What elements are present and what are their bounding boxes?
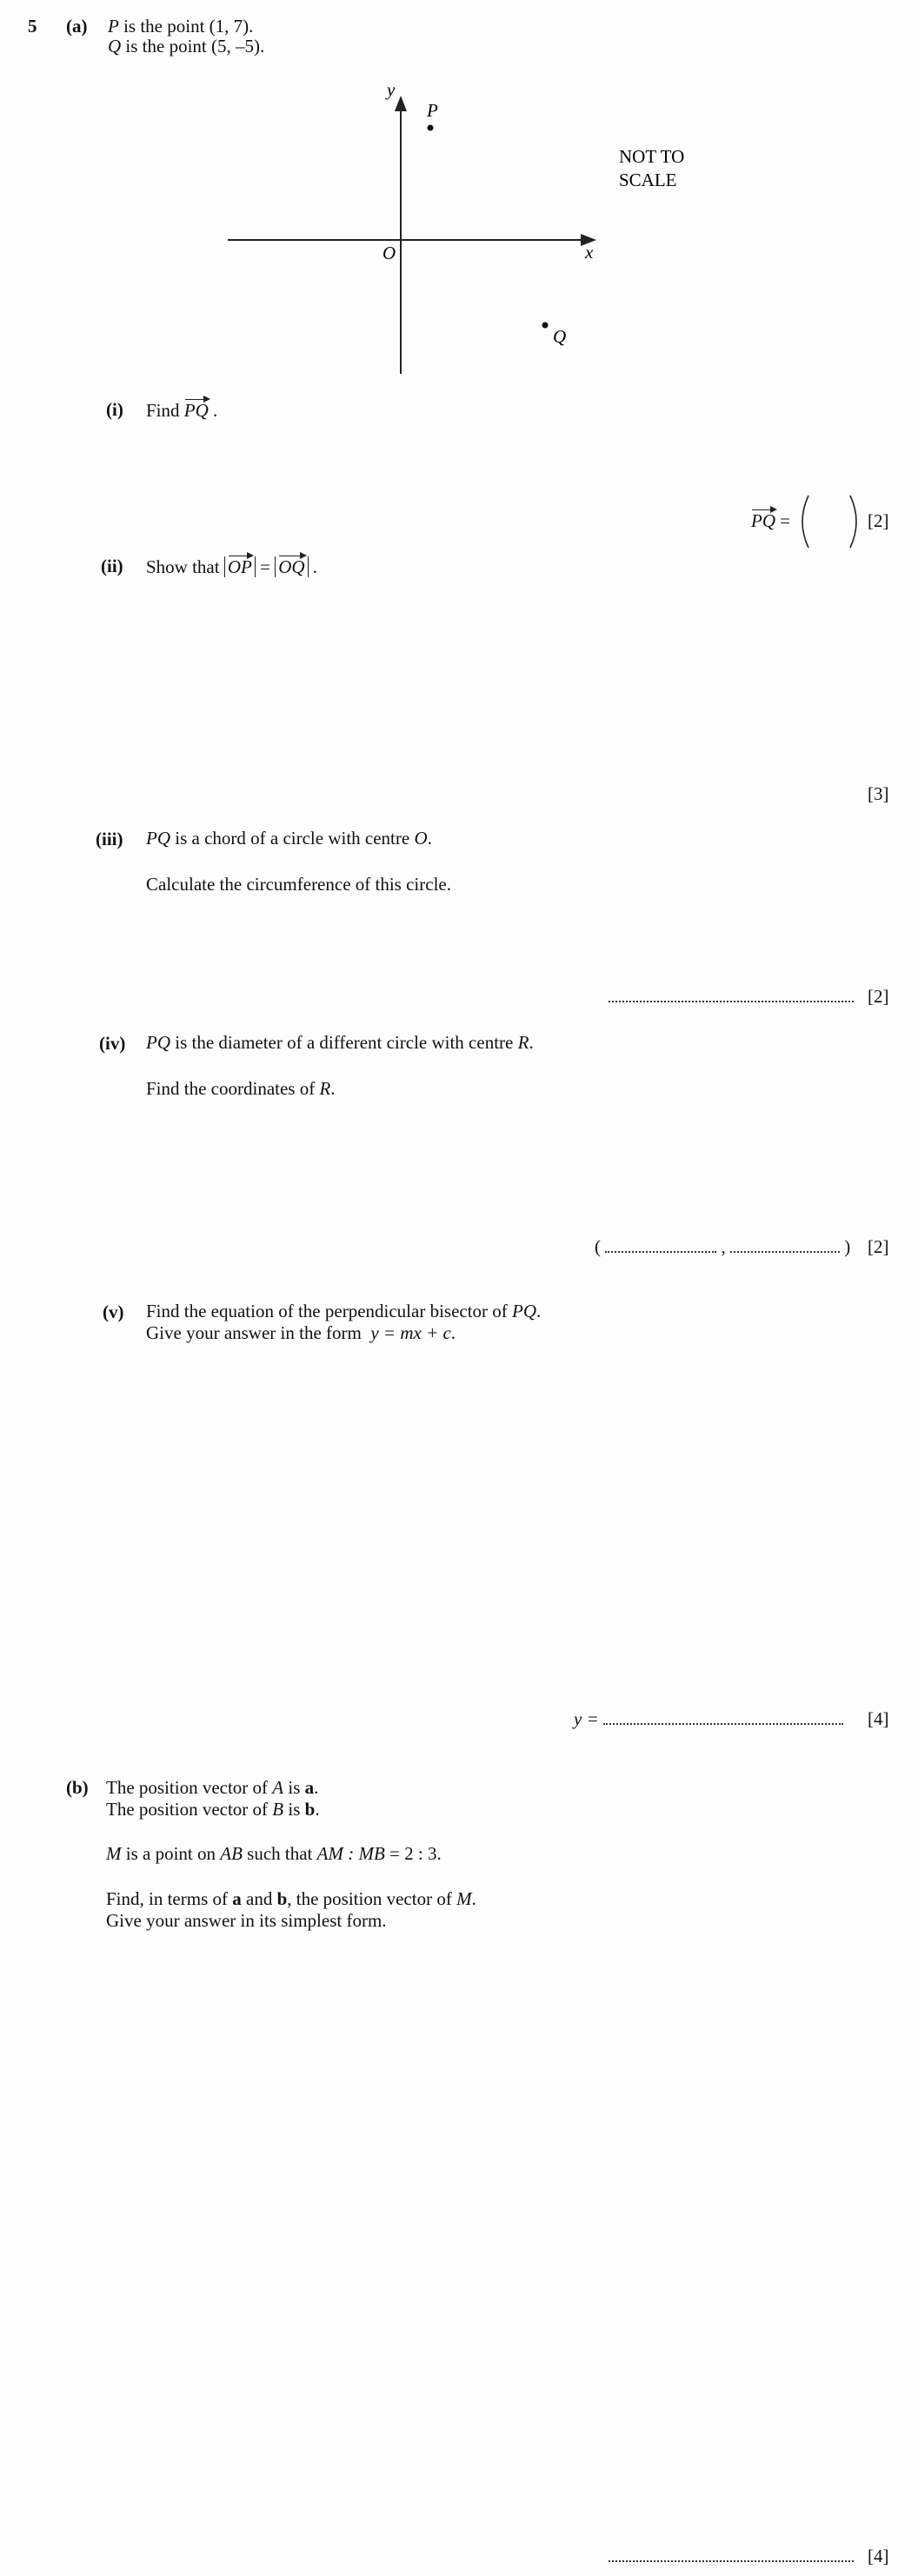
- answer-vector-pq: PQ: [751, 510, 775, 531]
- part-b-line1: [106, 1777, 318, 1799]
- part-b-l3-such: such that: [242, 1843, 317, 1864]
- part-iv-answer: [595, 1236, 850, 1258]
- part-b-l4-end: .: [471, 1888, 476, 1909]
- part-ii-show: Show that: [146, 556, 220, 577]
- question-number: 5: [28, 16, 37, 37]
- part-iii-label: (iii): [96, 829, 123, 849]
- point-q-dot: [542, 323, 549, 329]
- part-i-mark: [2]: [868, 510, 889, 531]
- vector-oq: OQ: [278, 556, 305, 577]
- part-b-label: (b): [66, 1777, 89, 1798]
- part-v-answer-line[interactable]: [603, 1723, 843, 1725]
- part-ii-end: .: [312, 556, 318, 577]
- answer-equals: =: [780, 510, 791, 531]
- vector-pq: PQ: [183, 400, 209, 421]
- part-v-form-text: Give your answer in the form: [146, 1322, 371, 1343]
- var-pq: PQ: [146, 1032, 170, 1053]
- answer-x-field[interactable]: [605, 1251, 716, 1253]
- ratio-am-mb: AM : MB: [316, 1843, 385, 1864]
- var-o: O: [414, 828, 428, 849]
- part-iv-line2: [146, 1078, 336, 1100]
- part-b-l2-end: .: [315, 1799, 320, 1820]
- part-iii-text: is a chord of a circle with centre: [170, 828, 415, 849]
- part-iv-end: .: [529, 1032, 534, 1053]
- part-b-l1-is: is: [283, 1777, 305, 1798]
- part-i-find: Find: [146, 400, 180, 421]
- var-b-upper: B: [272, 1799, 284, 1820]
- part-b-l2-text: The position vector of: [106, 1799, 273, 1820]
- part-b-l2-is: is: [283, 1799, 305, 1820]
- origin-label: O: [382, 243, 396, 263]
- part-iii-line1: [146, 828, 432, 849]
- x-axis-label: x: [585, 242, 594, 263]
- part-b-line3: [106, 1843, 442, 1865]
- part-b-l1-text: The position vector of: [106, 1777, 273, 1798]
- part-v-end: .: [536, 1301, 542, 1321]
- part-iii-end: .: [427, 828, 432, 849]
- part-iv-line2-end: .: [330, 1078, 336, 1099]
- var-a-upper: A: [272, 1777, 284, 1798]
- part-iv-find: Find the coordinates of: [146, 1078, 320, 1099]
- not-to-scale-line2: SCALE: [619, 170, 677, 190]
- equation-form: y = mx + c: [370, 1322, 451, 1343]
- vector-op: OP: [227, 556, 252, 577]
- part-iii-line2: Calculate the circumference of this circle.: [146, 874, 451, 895]
- part-v-line1: [146, 1301, 541, 1322]
- y-axis-label: y: [387, 79, 396, 100]
- magnitude-oq: [275, 556, 308, 577]
- part-b-l3-text: is a point on: [121, 1843, 221, 1864]
- answer-close-paren: ): [844, 1236, 851, 1257]
- part-iv-mark: [2]: [868, 1236, 889, 1257]
- column-vector-brackets[interactable]: [798, 494, 861, 549]
- var-pq: PQ: [146, 828, 170, 849]
- part-i-prompt: [146, 398, 217, 422]
- answer-comma: ,: [721, 1236, 726, 1257]
- part-iii-answer-line[interactable]: [609, 986, 854, 1008]
- point-p-label: P: [427, 100, 438, 121]
- part-ii-eq: =: [260, 556, 270, 577]
- coordinate-diagram: [0, 0, 918, 400]
- answer-y-field[interactable]: [730, 1251, 840, 1253]
- part-b-line2: [106, 1799, 320, 1821]
- ratio-value: = 2 : 3.: [384, 1843, 442, 1864]
- part-b-l4-text: Find, in terms of: [106, 1888, 233, 1909]
- point-p-var: P: [108, 16, 119, 37]
- part-b-mark: [4]: [868, 2546, 889, 2566]
- answer-open-paren: (: [595, 1236, 601, 1257]
- vector-a-bold: a: [304, 1777, 315, 1798]
- part-i-answer-vector: [751, 509, 790, 532]
- part-b-l4-and: and: [241, 1888, 277, 1909]
- part-v-line2: [146, 1322, 456, 1344]
- part-iv-line1: [146, 1032, 534, 1054]
- not-to-scale-line1: NOT TO: [619, 146, 685, 167]
- part-a-label: (a): [66, 16, 88, 37]
- part-v-line2-end: .: [450, 1322, 456, 1343]
- vector-b-bold: b: [304, 1799, 316, 1820]
- part-v-label: (v): [103, 1301, 124, 1322]
- y-axis-arrow: [395, 96, 407, 111]
- part-ii-label: (ii): [101, 556, 123, 576]
- part-b-line5: Give your answer in its simplest form.: [106, 1910, 387, 1931]
- var-ab: AB: [220, 1843, 243, 1864]
- part-b-l4-rest: , the position vector of: [287, 1888, 457, 1909]
- part-b-line4: [106, 1888, 476, 1910]
- point-p-dot: [428, 125, 434, 131]
- var-r-2: R: [319, 1078, 331, 1099]
- part-i-end: .: [213, 400, 218, 421]
- part-b-answer-line[interactable]: [609, 2546, 854, 2567]
- vector-a-bold-2: a: [232, 1888, 242, 1909]
- answer-y-equals: y =: [574, 1708, 599, 1729]
- point-q-text: is the point (5, –5).: [121, 36, 265, 57]
- part-i-label: (i): [106, 399, 123, 420]
- part-iv-text: is the diameter of a different circle with centre: [170, 1032, 518, 1053]
- point-q-var: Q: [108, 36, 122, 57]
- part-v-text: Find the equation of the perpendicular bisector of: [146, 1301, 513, 1321]
- var-pq: PQ: [512, 1301, 537, 1321]
- part-b-l1-end: .: [314, 1777, 319, 1798]
- part-ii-mark: [3]: [868, 783, 889, 804]
- point-q-label: Q: [553, 326, 567, 347]
- magnitude-op: [224, 556, 256, 577]
- var-m: M: [106, 1843, 122, 1864]
- part-v-mark: [4]: [868, 1708, 889, 1729]
- part-ii-prompt: [146, 555, 317, 578]
- part-iii-mark: [2]: [868, 986, 889, 1007]
- var-m-2: M: [456, 1888, 472, 1909]
- point-p-text: is the point (1, 7).: [118, 16, 254, 37]
- vector-b-bold-2: b: [276, 1888, 288, 1909]
- part-iv-label: (iv): [99, 1033, 126, 1054]
- part-v-answer: [574, 1708, 843, 1730]
- var-r: R: [517, 1032, 529, 1053]
